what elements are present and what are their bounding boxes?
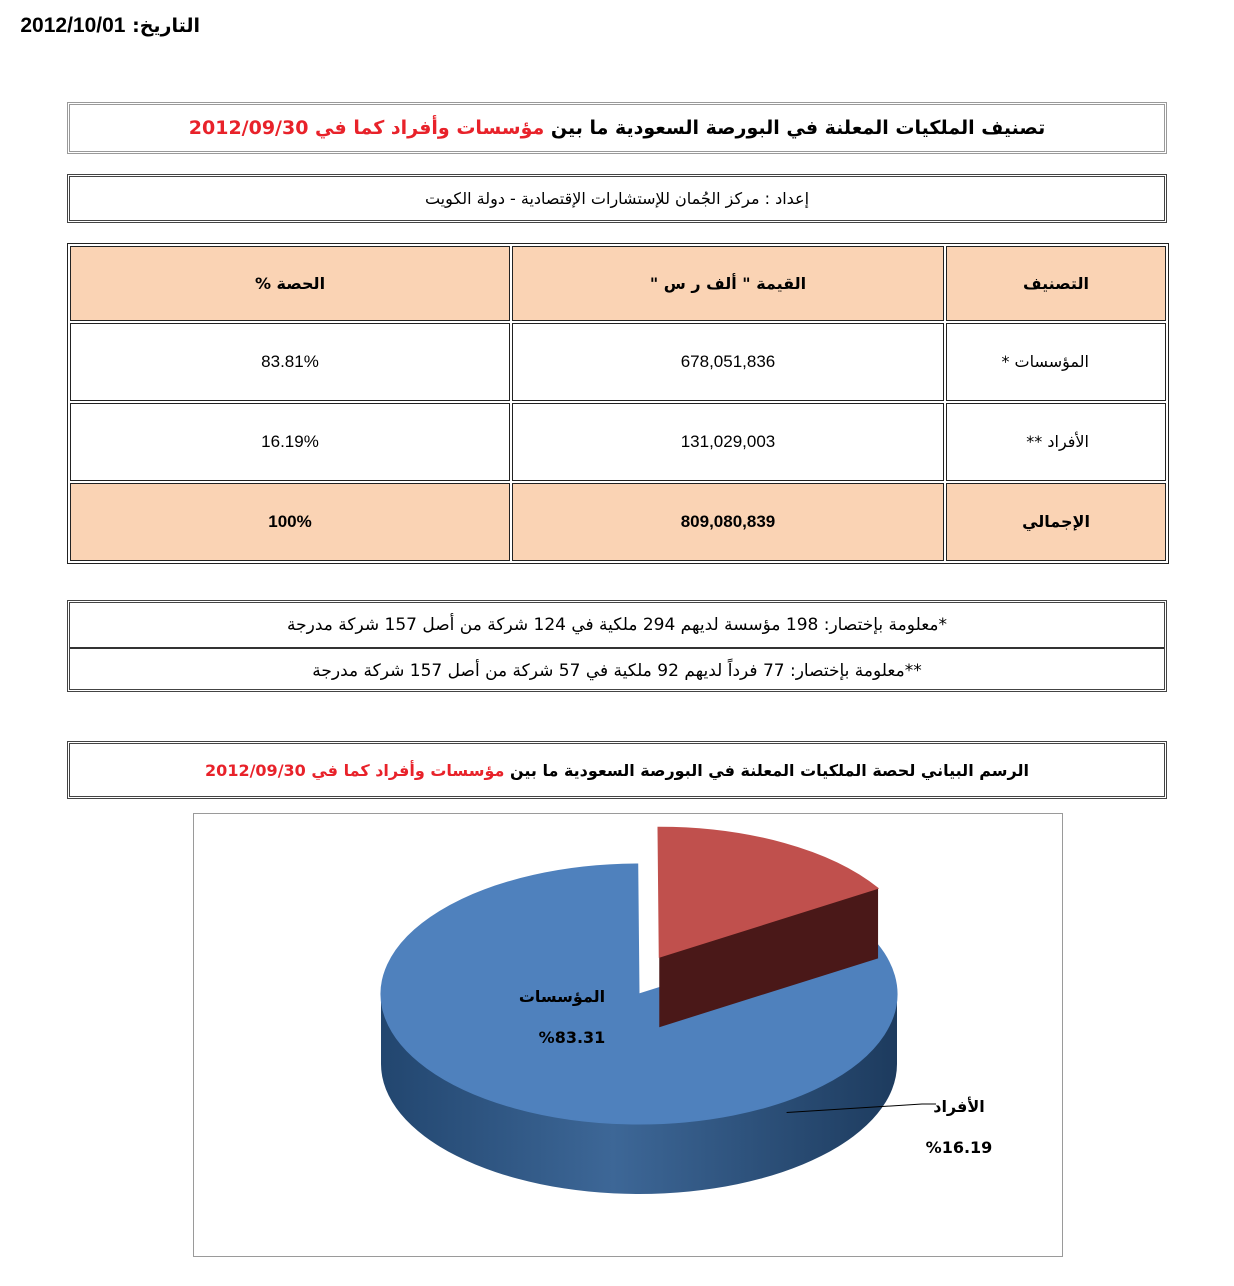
header-share: الحصة %: [70, 246, 510, 321]
total-label: الإجمالي: [946, 483, 1166, 561]
pie-label-name: المؤسسات: [518, 987, 606, 1006]
date-label: التاريخ:: [132, 15, 200, 37]
pie-label-value: %16.19: [925, 1138, 993, 1157]
pie-chart: [194, 814, 1062, 1256]
report-title: [67, 102, 1167, 154]
pie-label-name: الأفراد: [933, 1097, 985, 1116]
total-share: 100%: [70, 483, 510, 561]
note-text: *معلومة بإختصار: 198 مؤسسة لديهم 294 ملكية في 124 شركة من أصل 157 شركة مدرجة: [287, 615, 947, 635]
note-institutions: [70, 603, 1164, 647]
prepared-by-text: إعداد : مركز الجُمان للإستشارات الإقتصادية - دولة الكويت: [424, 189, 810, 208]
row-share: 16.19%: [70, 403, 510, 481]
table-header-row: [70, 246, 1166, 321]
chart-title: [67, 741, 1167, 799]
row-share: 83.81%: [70, 323, 510, 401]
header-category: التصنيف: [946, 246, 1166, 321]
table-row: [70, 323, 1166, 401]
note-individuals: [70, 647, 1164, 693]
pie-chart-frame: [193, 813, 1063, 1257]
table-row: [70, 403, 1166, 481]
ownership-table: [67, 243, 1169, 564]
report-title-main: تصنيف الملكيات المعلنة في البورصة السعودية ما بين: [550, 117, 1046, 139]
header-value: القيمة " ألف ر س ": [512, 246, 944, 321]
report-title-highlight: مؤسسات وأفراد كما في 2012/09/30: [188, 117, 545, 139]
report-date: [20, 14, 200, 38]
table-total-row: [70, 483, 1166, 561]
chart-title-main: الرسم البياني لحصة الملكيات المعلنة في البورصة السعودية ما بين: [509, 760, 1029, 780]
notes-box: [67, 600, 1167, 692]
chart-title-highlight: مؤسسات وأفراد كما في 2012/09/30: [205, 760, 505, 780]
note-text: **معلومة بإختصار: 77 فرداً لديهم 92 ملكية في 57 شركة من أصل 157 شركة مدرجة: [312, 661, 922, 681]
date-value: 2012/10/01: [20, 14, 126, 37]
prepared-by: [67, 174, 1167, 223]
row-value: 131,029,003: [512, 403, 944, 481]
pie-label-value: %83.31: [538, 1028, 606, 1047]
row-category: المؤسسات *: [946, 323, 1166, 401]
row-value: 678,051,836: [512, 323, 944, 401]
row-category: الأفراد **: [946, 403, 1166, 481]
total-value: 809,080,839: [512, 483, 944, 561]
